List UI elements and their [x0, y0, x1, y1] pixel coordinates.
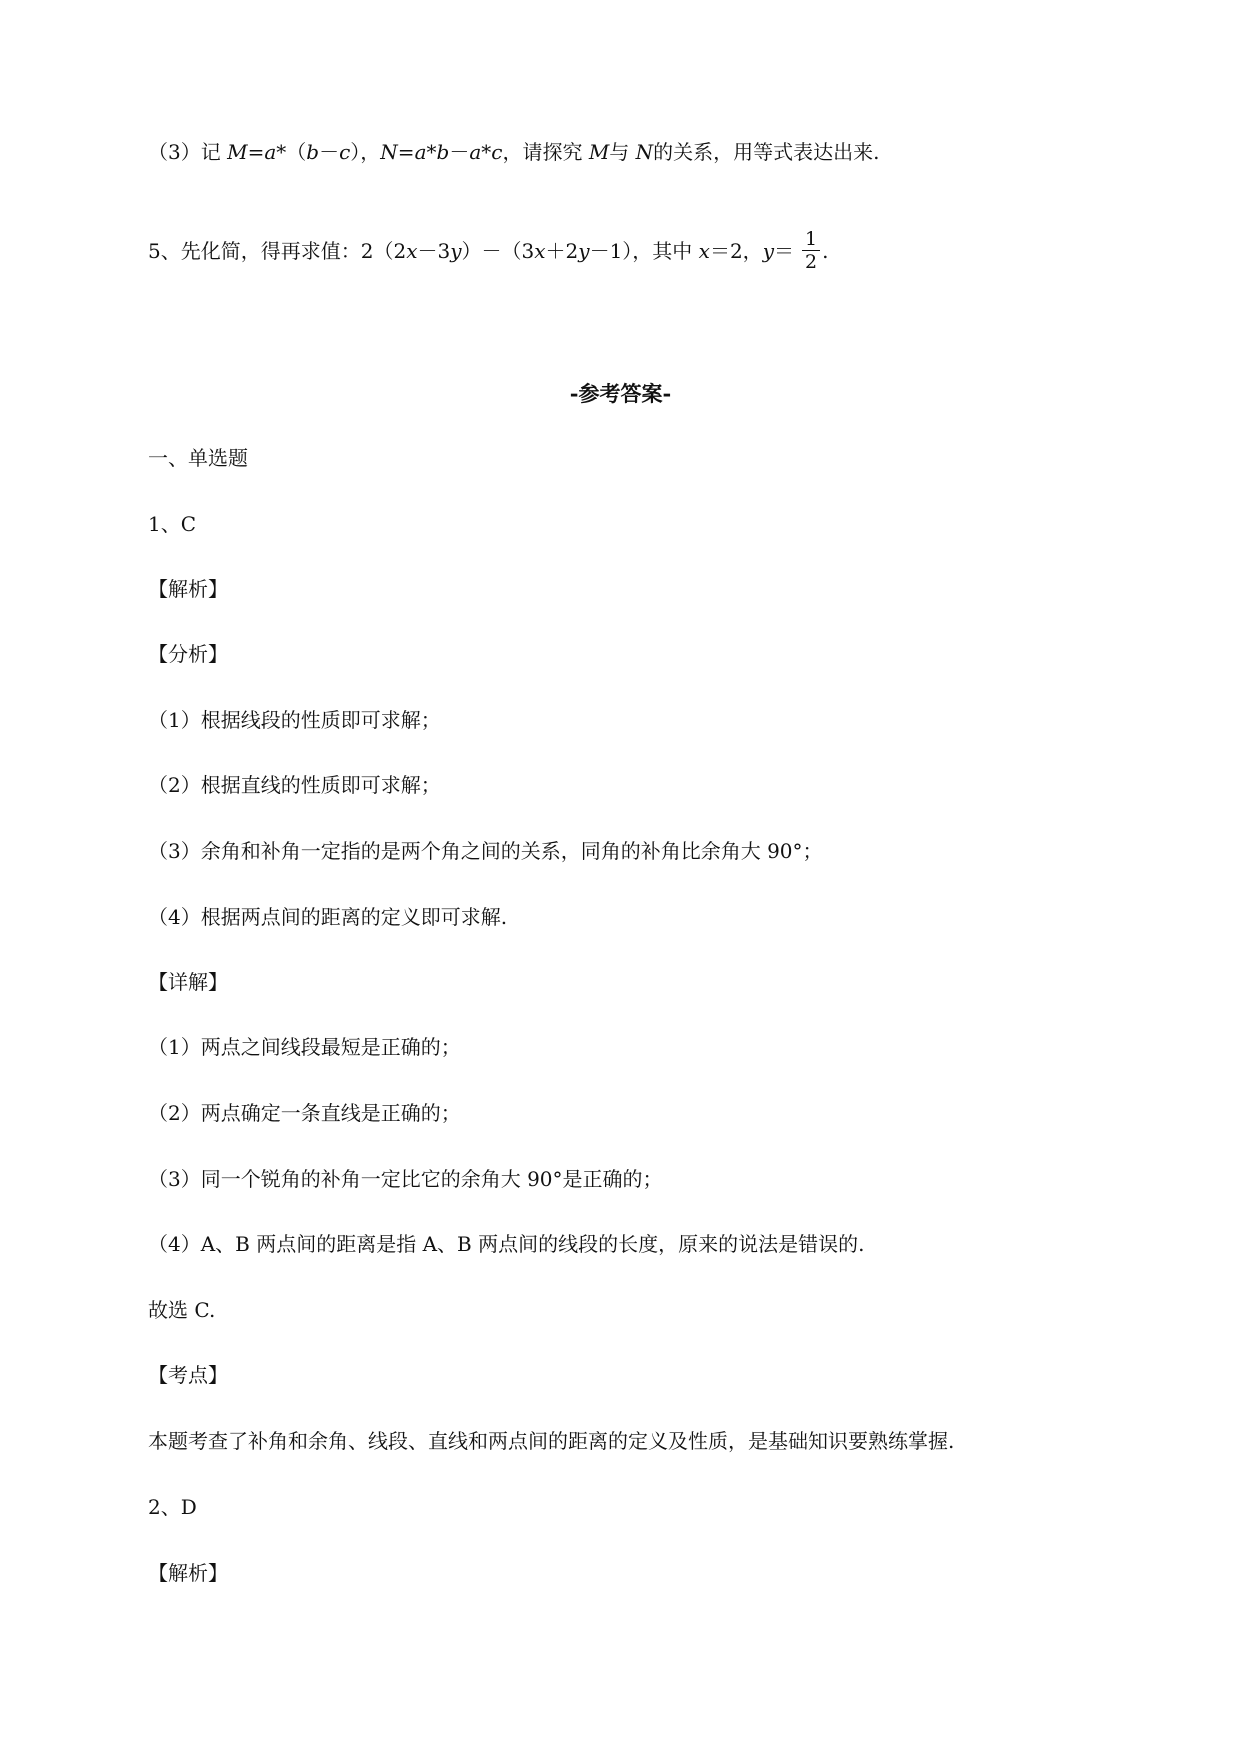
var-x: x	[406, 239, 418, 263]
label-breakdown: 【分析】	[148, 642, 228, 666]
detail-item-2: （2）两点确定一条直线是正确的；	[148, 1101, 461, 1125]
q5-end: .	[822, 239, 829, 263]
label-detail: 【详解】	[148, 970, 228, 994]
q3-with: 与	[609, 140, 636, 164]
var-N: N	[380, 140, 398, 164]
analysis-item-2: （2）根据直线的性质即可求解；	[148, 773, 441, 797]
exam-point-text: 本题考查了补角和余角、线段、直线和两点间的距离的定义及性质，是基础知识要熟练掌握.	[148, 1429, 955, 1453]
q3-star1: *（	[276, 140, 307, 164]
conclusion: 故选 C.	[148, 1298, 216, 1322]
q3-eq2: =	[397, 140, 415, 164]
q5-p1: －3	[417, 239, 451, 263]
var-b: b	[306, 140, 320, 164]
var-N: N	[635, 140, 654, 164]
fraction-one-half	[802, 228, 820, 273]
answer-1: 1、C	[148, 512, 197, 536]
answer-2: 2、D	[148, 1495, 197, 1519]
q3-suffix1: ，请探究	[502, 140, 589, 164]
var-a: a	[414, 140, 427, 164]
q5-p2: ）－（3	[461, 239, 535, 263]
section-heading-single-choice: 一、单选题	[148, 446, 248, 470]
fraction-denominator: 2	[805, 251, 818, 273]
q3-mid: ），	[350, 140, 381, 164]
var-x: x	[698, 239, 710, 263]
var-c: c	[491, 140, 503, 164]
var-y: y	[578, 239, 590, 263]
var-a: a	[264, 140, 277, 164]
question-5-text	[148, 230, 828, 275]
var-b: b	[436, 140, 450, 164]
q3-eq1: =	[247, 140, 265, 164]
q5-p4: －1），其中	[589, 239, 699, 263]
analysis-item-1: （1）根据线段的性质即可求解；	[148, 708, 441, 732]
label-analysis-2: 【解析】	[148, 1561, 228, 1585]
detail-item-3: （3）同一个锐角的补角一定比它的余角大 90°是正确的；	[148, 1167, 663, 1191]
q3-minus2: －	[449, 140, 470, 164]
q3-star2: *	[426, 140, 437, 164]
detail-item-4: （4）A、B 两点间的距离是指 A、B 两点间的线段的长度，原来的说法是错误的.	[148, 1232, 865, 1256]
var-x: x	[534, 239, 546, 263]
question-3-text	[148, 138, 880, 166]
detail-item-1: （1）两点之间线段最短是正确的；	[148, 1035, 461, 1059]
var-a: a	[469, 140, 482, 164]
var-M: M	[227, 140, 248, 164]
q3-minus1: －	[319, 140, 340, 164]
q5-prefix: 5、先化简，得再求值：2（2	[148, 239, 407, 263]
answer-section-title: -参考答案-	[569, 381, 672, 406]
label-exam-point: 【考点】	[148, 1363, 228, 1387]
q3-star3: *	[481, 140, 492, 164]
q5-p6: ＝	[774, 239, 794, 263]
q3-prefix: （3）记	[148, 140, 228, 164]
label-analysis: 【解析】	[148, 577, 228, 601]
q3-suffix2: 的关系，用等式表达出来.	[653, 140, 880, 164]
q5-p3: ＋2	[545, 239, 579, 263]
var-c: c	[339, 140, 351, 164]
var-M: M	[588, 140, 610, 164]
var-y: y	[762, 239, 774, 263]
fraction-numerator: 1	[802, 228, 820, 251]
analysis-item-3: （3）余角和补角一定指的是两个角之间的关系，同角的补角比余角大 90°；	[148, 839, 823, 863]
q5-p5: ＝2，	[709, 239, 763, 263]
analysis-item-4: （4）根据两点间的距离的定义即可求解.	[148, 905, 508, 929]
var-y: y	[450, 239, 462, 263]
